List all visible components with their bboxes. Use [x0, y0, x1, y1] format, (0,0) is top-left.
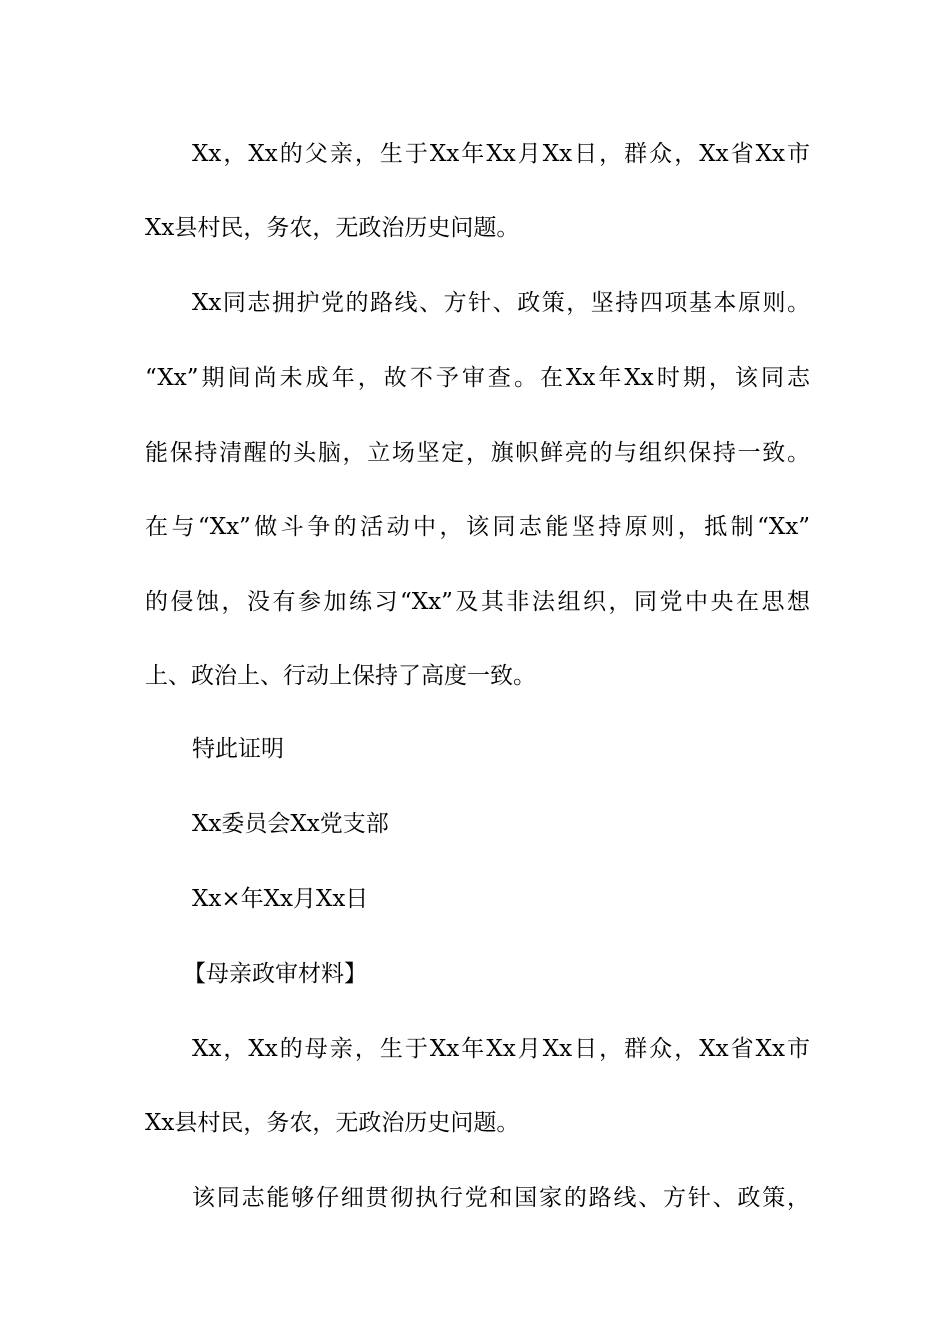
paragraph-line: Xx，Xx的父亲，生于Xx年Xx月Xx日，群众，Xx省Xx市 — [192, 141, 810, 167]
paragraph-line: Xx，Xx的母亲，生于Xx年Xx月Xx日，群众，Xx省Xx市 — [192, 1036, 810, 1062]
closing-statement: 特此证明 — [192, 736, 284, 762]
paragraph-line: Xx县村民，务农，无政治历史问题。 — [145, 215, 520, 241]
paragraph-line: Xx同志拥护党的路线、方针、政策，坚持四项基本原则。 — [192, 290, 810, 316]
paragraph-line: Xx县村民，务农，无政治历史问题。 — [145, 1110, 520, 1136]
paragraph-line: 该同志能够仔细贯彻执行党和国家的路线、方针、政策， — [192, 1185, 810, 1211]
paragraph-line: 的侵蚀，没有参加练习“Xx”及其非法组织，同党中央在思想 — [145, 589, 810, 615]
paragraph-line: “Xx”期间尚未成年，故不予审查。在Xx年Xx时期，该同志 — [145, 365, 810, 391]
section-heading: 【母亲政审材料】 — [183, 961, 367, 987]
paragraph-line: 上、政治上、行动上保持了高度一致。 — [145, 663, 536, 689]
signature-date: Xx×年Xx月Xx日 — [192, 886, 369, 912]
paragraph-line: 能保持清醒的头脑，立场坚定，旗帜鲜亮的与组织保持一致。 — [145, 440, 810, 466]
signature-organization: Xx委员会Xx党支部 — [192, 811, 389, 837]
paragraph-line: 在与“Xx”做斗争的活动中，该同志能坚持原则，抵制“Xx” — [145, 514, 810, 540]
